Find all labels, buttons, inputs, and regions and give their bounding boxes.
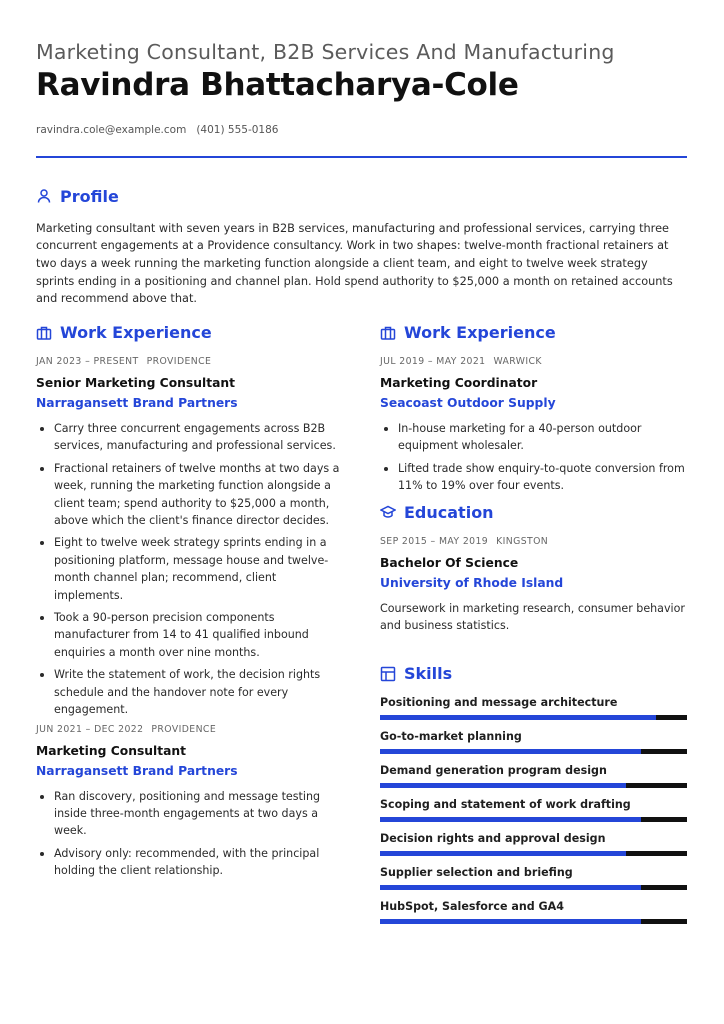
job-meta [36, 724, 346, 735]
list-item: Write the statement of work, the decision rights schedule and the handover note for every engagement. [36, 666, 346, 718]
skill-label: Scoping and statement of work drafting [380, 798, 631, 812]
skills-heading [380, 664, 687, 683]
list-item: Took a 90-person precision components manufacturer from 14 to 41 qualified inbound enquiries a month over nine months. [36, 609, 346, 661]
list-item: Ran discovery, positioning and message testing inside three-month engagements at two days a week. [36, 788, 346, 840]
work-experience-heading-label: Work Experience [60, 323, 212, 342]
skill-bar-fill [380, 783, 626, 788]
job-entry [36, 356, 346, 719]
school-name: University of Rhode Island [380, 575, 564, 590]
list-item: Fractional retainers of twelve months at two days a week, running the marketing function alongside a client team; spend authority to $25,000 a month, above which the client's finance director decides. [36, 460, 346, 530]
list-item: Advisory only: recommended, with the principal holding the client relationship. [36, 845, 346, 880]
company-name: Narragansett Brand Partners [36, 396, 238, 410]
skill-bar-fill [380, 851, 626, 856]
resume-page [36, 40, 687, 914]
job-dates: JAN 2023 – PRESENT [36, 356, 139, 367]
skill-item [380, 797, 687, 822]
degree: Bachelor Of Science [380, 555, 519, 570]
skill-bar-fill [380, 715, 656, 720]
graduation-cap-icon [380, 504, 396, 520]
email[interactable]: ravindra.cole@example.com [36, 123, 187, 136]
skill-item [380, 695, 687, 720]
skill-item [380, 729, 687, 754]
profile-summary: Marketing consultant with seven years in B2B services, manufacturing and professional services, carrying three concurrent engagements at a Providence consultancy. Work in two shapes: twelve-month fractional retainers at two days a week running the marketing function alongside a client team, and eight to twelve week strategy sprints ending in a positioning and channel plan. Hold spend authority to $25,000 a month on retained accounts and recommend above that. [36, 221, 673, 306]
work-experience-heading [380, 323, 687, 342]
skills-list [380, 695, 687, 924]
skill-label: Decision rights and approval design [380, 832, 606, 846]
education-heading [380, 503, 687, 522]
profile-heading-label: Profile [60, 186, 119, 206]
education-description: Coursework in marketing research, consumer behavior and business statistics. [380, 601, 685, 633]
job-dates: JUL 2019 – MAY 2021 [380, 356, 486, 367]
skill-item [380, 763, 687, 788]
header-divider [36, 156, 687, 158]
list-item: Eight to twelve week strategy sprints ending in a positioning platform, message house and twelve-month channel plan; recommend, client implements. [36, 534, 346, 604]
skill-bar [380, 817, 687, 822]
skill-bar [380, 783, 687, 788]
job-title: Marketing Consultant, B2B Services And Manufacturing [36, 40, 615, 64]
job-entry [380, 356, 687, 495]
skill-bar-fill [380, 885, 641, 890]
education-meta [380, 536, 687, 547]
education-dates: SEP 2015 – MAY 2019 [380, 535, 489, 547]
skills-grid-icon [380, 666, 396, 682]
company-name: Narragansett Brand Partners [36, 763, 238, 778]
job-location: WARWICK [493, 356, 542, 367]
job-bullets [36, 420, 346, 719]
skill-item [380, 865, 687, 890]
work-experience-heading [36, 323, 346, 342]
skill-bar [380, 919, 687, 924]
skill-bar [380, 715, 687, 720]
education-entry [380, 536, 687, 635]
job-bullets [380, 420, 687, 495]
profile-heading [36, 187, 687, 206]
education-heading-label: Education [404, 502, 494, 522]
skill-bar [380, 749, 687, 754]
right-column [380, 323, 687, 924]
skill-label: Go-to-market planning [380, 730, 522, 744]
skill-bar-fill [380, 817, 641, 822]
skill-bar-fill [380, 919, 641, 924]
skill-bar [380, 885, 687, 890]
job-bullets [36, 788, 346, 880]
list-item: Lifted trade show enquiry-to-quote conversion from 11% to 19% over four events. [380, 460, 687, 495]
job-dates: JUN 2021 – DEC 2022 [36, 723, 144, 735]
skills-heading-label: Skills [404, 664, 453, 684]
skill-bar [380, 851, 687, 856]
skill-label: Demand generation program design [380, 764, 607, 778]
job-meta [36, 356, 346, 367]
job-location: PROVIDENCE [151, 723, 217, 735]
left-column [36, 323, 346, 885]
skill-label: Supplier selection and briefing [380, 866, 573, 880]
company-name: Seacoast Outdoor Supply [380, 396, 556, 410]
job-location: PROVIDENCE [146, 356, 212, 367]
candidate-name: Ravindra Bhattacharya-Cole [36, 66, 519, 103]
job-title: Marketing Consultant [36, 743, 187, 758]
work-experience-heading-label: Work Experience [404, 323, 556, 342]
skill-label: HubSpot, Salesforce and GA4 [380, 900, 564, 914]
briefcase-icon [380, 325, 396, 341]
job-title: Senior Marketing Consultant [36, 376, 236, 390]
skill-bar-fill [380, 749, 641, 754]
skill-item [380, 899, 687, 924]
phone[interactable]: (401) 555-0186 [196, 123, 279, 136]
list-item: In-house marketing for a 40-person outdoor equipment wholesaler. [380, 420, 687, 455]
person-icon [36, 188, 52, 204]
job-entry [36, 724, 346, 880]
job-title: Marketing Coordinator [380, 376, 538, 390]
education-location: KINGSTON [496, 535, 549, 547]
list-item: Carry three concurrent engagements across B2B services, manufacturing and professional services. [36, 420, 346, 455]
contact-row [36, 124, 687, 136]
job-meta [380, 356, 687, 367]
skill-label: Positioning and message architecture [380, 696, 618, 710]
briefcase-icon [36, 325, 52, 341]
skill-item [380, 831, 687, 856]
